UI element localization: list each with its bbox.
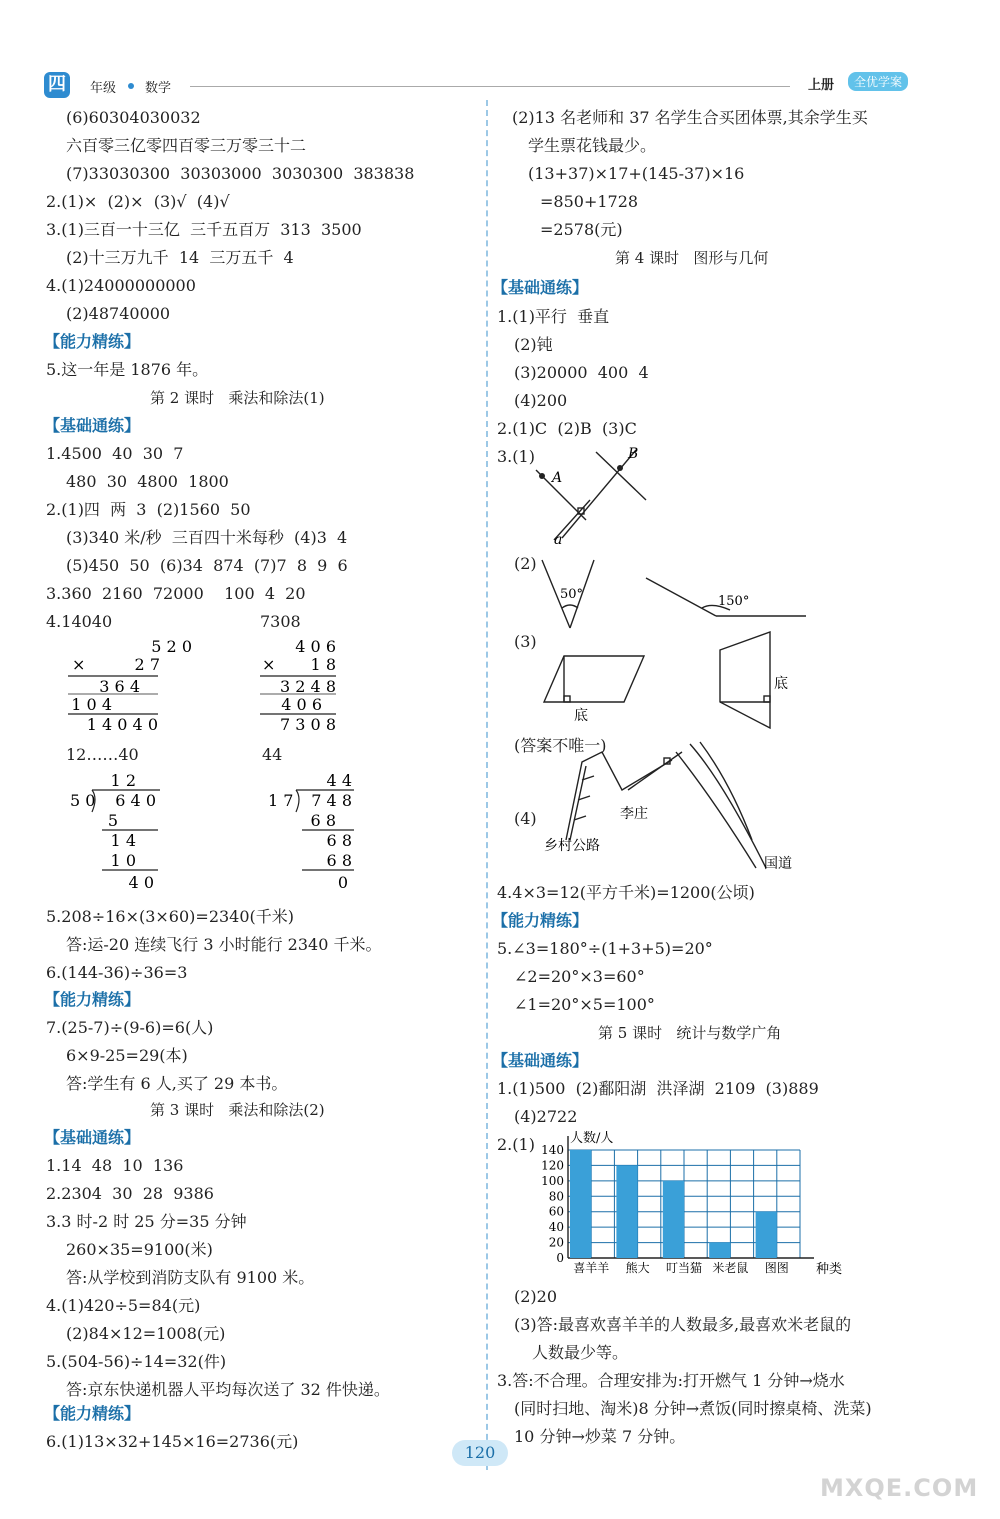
right-line: ∠1=20°×5=100° [514, 995, 655, 1014]
div1-q: 1 2 [110, 771, 136, 790]
angle-50-label: 50° [560, 587, 584, 602]
right-line: 4.4×3=12(平方千米)=1200(公顷) [497, 883, 755, 902]
left-line: (6)60304030032 [66, 108, 201, 127]
mul1-r: 1 4 0 4 0 [86, 715, 158, 734]
angle-150-label: 150° [718, 594, 750, 609]
mul1-op: × [72, 655, 86, 674]
trapezoid [720, 632, 770, 728]
dot-icon [128, 83, 134, 89]
chart-ylabel: 人数/人 [570, 1131, 614, 1146]
left-line: 1.4500 40 30 7 [46, 444, 184, 463]
right-line: (13+37)×17+(145-37)×16 [528, 164, 745, 183]
right-line: 5.∠3=180°÷(1+3+5)=20° [497, 939, 713, 958]
y-tick-label: 100 [541, 1173, 564, 1188]
right-line: (3) [514, 632, 537, 651]
mul1-p2: 1 0 4 [71, 695, 112, 714]
div2-n: 7 4 8 [311, 791, 352, 810]
division-748-by-17 [268, 771, 354, 892]
right-line: =2578(元) [540, 220, 623, 239]
mul2-p1: 3 2 4 8 [280, 677, 336, 696]
watermark: MXQE.COM [820, 1474, 979, 1502]
right-line: (4) [514, 809, 537, 828]
x-tick-label: 喜羊羊 [573, 1261, 610, 1275]
x-tick-label: 米老鼠 [712, 1261, 749, 1275]
mul2-op: × [262, 655, 276, 674]
left-line: (2)84×12=1008(元) [66, 1324, 226, 1343]
div2-r1: 6 8 [326, 831, 352, 850]
left-line: 1.14 48 10 136 [46, 1156, 184, 1175]
right-line: (2)钝 [514, 335, 553, 354]
label-A: A [552, 470, 563, 486]
left-line: 7308 [260, 612, 301, 631]
village-label: 李庄 [620, 806, 648, 822]
right-line: (同时扫地、淘米)8 分钟→煮饭(同时擦桌椅、洗菜) [514, 1399, 872, 1418]
x-tick-label: 叮当猫 [665, 1261, 703, 1275]
left-line: 2.2304 30 28 9386 [46, 1184, 214, 1203]
left-line: 答:从学校到消防支队有 9100 米。 [66, 1268, 315, 1287]
road-label: 乡村公路 [544, 838, 600, 854]
right-line: (2)13 名老师和 37 名学生合买团体票,其余学生买 [512, 108, 868, 127]
right-line: 2.(1)C (2)B (3)C [497, 419, 637, 438]
chart-xticks [573, 1260, 789, 1275]
left-line: 5.208÷16×(3×60)=2340(千米) [46, 907, 295, 926]
lesson-title: 第 2 课时 乘法和除法(1) [150, 389, 325, 407]
left-line: 答:学生有 6 人,买了 29 本书。 [66, 1074, 288, 1093]
div1-s1: 5 [107, 811, 118, 830]
div1-d: 5 0 [70, 791, 96, 810]
section-heading: 【基础通练】 [44, 1128, 141, 1147]
right-line: (2)20 [514, 1287, 558, 1306]
y-tick-label: 140 [541, 1143, 564, 1157]
left-line: 答:京东快递机器人平均每次送了 32 件快递。 [66, 1380, 390, 1399]
left-line: 6×9-25=29(本) [66, 1046, 188, 1065]
geometry-figures [486, 440, 826, 880]
div1-s2: 1 0 [110, 851, 136, 870]
left-line: 六百零三亿零四百零三万零三十二 [66, 136, 307, 155]
y-tick-label: 20 [548, 1235, 564, 1250]
brand-tag: 全优学案 [848, 72, 908, 91]
grade-label: 年级 [90, 81, 117, 96]
left-line: 4.14040 [46, 612, 113, 631]
left-line: 3.3 时-2 时 25 分=35 分钟 [46, 1212, 247, 1231]
base-label-2: 底 [774, 676, 788, 692]
section-heading: 【基础通练】 [492, 278, 589, 297]
y-tick-label: 80 [548, 1189, 564, 1204]
header-rule [190, 86, 790, 87]
right-line: =850+1728 [540, 192, 639, 211]
left-line: 3.360 2160 72000 100 4 20 [46, 584, 306, 603]
right-line: 1.(1)500 (2)鄱阳湖 洪泽湖 2109 (3)889 [497, 1079, 819, 1098]
div2-d: 1 7 [268, 791, 294, 810]
x-tick-label: 熊大 [625, 1261, 650, 1275]
lesson-title: 第 5 课时 统计与数学广角 [598, 1024, 782, 1042]
section-heading: 【能力精练】 [44, 1404, 141, 1423]
right-line: (4)200 [514, 391, 568, 410]
div1-n: 6 4 0 [115, 791, 156, 810]
left-line: (2)十三万九千 14 三万五千 4 [66, 248, 294, 267]
div2-q: 4 4 [326, 771, 352, 790]
grade-badge: 四 [44, 72, 70, 98]
left-line: 4.(1)420÷5=84(元) [46, 1296, 201, 1315]
chart-grid [568, 1136, 814, 1258]
right-line: 3.答:不合理。合理安排为:打开燃气 1 分钟→烧水 [497, 1371, 845, 1390]
left-line: 5.这一年是 1876 年。 [46, 360, 209, 379]
left-line: (5)450 50 (6)34 874 (7)7 8 9 6 [66, 556, 348, 575]
div2-r2: 0 [337, 873, 348, 892]
right-line: 2.(1) [497, 1135, 535, 1154]
section-heading: 【基础通练】 [492, 1051, 589, 1070]
right-line: 10 分钟→炒菜 7 分钟。 [514, 1427, 686, 1446]
left-line: 2.(1)× (2)× (3)√ (4)√ [46, 192, 230, 211]
left-line: 6.(1)13×32+145×16=2736(元) [46, 1432, 299, 1451]
lesson-title: 第 3 课时 乘法和除法(2) [150, 1101, 325, 1119]
left-line: 4.(1)24000000000 [46, 276, 196, 295]
right-line: (4)2722 [514, 1107, 578, 1126]
section-heading: 【基础通练】 [44, 416, 141, 435]
bar [663, 1181, 684, 1258]
mul2-p2: 4 0 6 [281, 695, 322, 714]
mul1-p1: 3 6 4 [99, 677, 140, 696]
y-tick-label: 120 [541, 1158, 564, 1173]
right-line: 1.(1)平行 垂直 [497, 307, 610, 326]
bar [616, 1165, 637, 1258]
left-line: 260×35=9100(米) [66, 1240, 213, 1259]
left-line: 2.(1)四 两 3 (2)1560 50 [46, 500, 251, 519]
bar [756, 1212, 777, 1258]
left-line: 7.(25-7)÷(9-6)=6(人) [46, 1018, 214, 1037]
highway-label: 国道 [764, 856, 792, 872]
page-number: 120 [452, 1440, 508, 1466]
chart-xlabel: 种类 [816, 1262, 843, 1277]
bar [709, 1243, 730, 1258]
mul1-a: 5 2 0 [151, 637, 192, 656]
chart-yticks [541, 1143, 564, 1265]
label-a: a [554, 532, 563, 548]
multiplication-406x18 [260, 637, 336, 734]
mul2-b: 1 8 [310, 655, 336, 674]
point-B [617, 465, 623, 471]
div1-r1: 1 4 [110, 831, 136, 850]
section-heading: 【能力精练】 [492, 911, 589, 930]
subject-label: 数学 [145, 81, 172, 96]
left-line: 答:运-20 连续飞行 3 小时能行 2340 千米。 [66, 935, 382, 954]
left-line: (2)48740000 [66, 304, 171, 323]
base-label-1: 底 [574, 708, 588, 724]
right-line: 3.(1) [497, 447, 535, 466]
div2-s2: 6 8 [326, 851, 352, 870]
left-line: 12……40 [66, 745, 139, 764]
left-line: 3.(1)三百一十三亿 三千五百万 313 3500 [46, 220, 362, 239]
mul1-b: 2 7 [134, 655, 160, 674]
label-B: B [628, 446, 639, 462]
mul2-a: 4 0 6 [295, 637, 336, 656]
parallelogram [544, 656, 644, 702]
right-line: 人数最少等。 [532, 1343, 629, 1362]
right-line: 学生票花钱最少。 [528, 136, 657, 155]
div1-r2: 4 0 [128, 873, 154, 892]
left-line: 5.(504-56)÷14=32(件) [46, 1352, 227, 1371]
right-line: (答案不唯一) [514, 736, 607, 755]
left-line: 44 [262, 745, 283, 764]
section-heading: 【能力精练】 [44, 332, 141, 351]
figure-1-lines [536, 450, 646, 540]
right-line: (2) [514, 554, 537, 573]
bar [570, 1150, 591, 1258]
chart-bars [570, 1150, 777, 1258]
left-line: 6.(144-36)÷36=3 [46, 963, 188, 982]
section-heading: 【能力精练】 [44, 990, 141, 1009]
div2-s1: 6 8 [310, 811, 336, 830]
y-tick-label: 0 [556, 1251, 564, 1265]
mul2-r: 7 3 0 8 [280, 715, 336, 734]
right-line: (3)20000 400 4 [514, 363, 649, 382]
lesson-title: 第 4 课时 图形与几何 [615, 249, 769, 267]
left-line: (7)33030300 30303000 3030300 383838 [66, 164, 415, 183]
right-line: (3)答:最喜欢喜羊羊的人数最多,最喜欢米老鼠的 [514, 1315, 852, 1334]
multiplication-520x27 [68, 637, 192, 734]
volume-label: 上册 [808, 78, 835, 93]
division-640-by-50 [70, 771, 160, 892]
right-line: ∠2=20°×3=60° [514, 967, 645, 986]
left-line: 480 30 4800 1800 [66, 472, 229, 491]
bar-chart [530, 1128, 850, 1278]
y-tick-label: 60 [548, 1204, 564, 1219]
left-line: (3)340 米/秒 三百四十米每秒 (4)3 4 [66, 528, 348, 547]
y-tick-label: 40 [548, 1220, 564, 1235]
point-A [539, 473, 545, 479]
x-tick-label: 图图 [764, 1261, 789, 1275]
